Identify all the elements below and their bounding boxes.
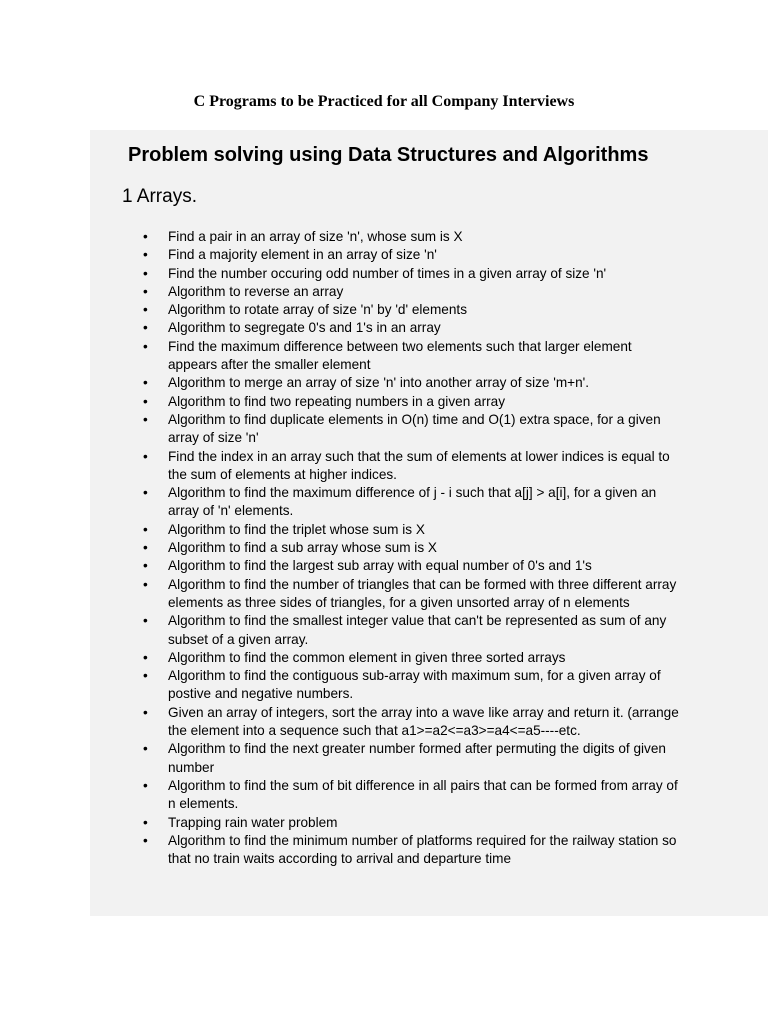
list-item: • Algorithm to rotate array of size 'n' by 'd' elements — [139, 301, 679, 319]
list-item: • Find the index in an array such that the sum of elements at lower indices is equal to the sum of elements at higher indices. — [139, 448, 679, 485]
list-item: • Find a majority element in an array of size 'n' — [139, 246, 679, 264]
list-item: • Find the maximum difference between two elements such that larger element appears after the smaller element — [139, 338, 679, 375]
list-item: • Algorithm to find the number of triangles that can be formed with three different array elements as three sides of triangles, for a given unsorted array of n elements — [139, 576, 679, 613]
list-item: • Algorithm to find the contiguous sub-array with maximum sum, for a given array of postive and negative numbers. — [139, 667, 679, 704]
list-item: • Algorithm to segregate 0's and 1's in an array — [139, 319, 679, 337]
list-item: • Algorithm to find the minimum number of platforms required for the railway station so that no train waits according to arrival and departure time — [139, 832, 679, 869]
list-item: • Algorithm to find two repeating numbers in a given array — [139, 393, 679, 411]
list-item: • Given an array of integers, sort the array into a wave like array and return it. (arrange the element into a sequence such that a1>=a2<=a3>=a4<=a5----etc. — [139, 704, 679, 741]
list-item: • Algorithm to find the largest sub array with equal number of 0's and 1's — [139, 557, 679, 575]
list-item: • Algorithm to find the triplet whose sum is X — [139, 521, 679, 539]
list-item: • Algorithm to find the maximum difference of j - i such that a[j] > a[i], for a given an array of 'n' elements. — [139, 484, 679, 521]
list-item: • Trapping rain water problem — [139, 814, 679, 832]
problem-list — [139, 228, 679, 868]
list-item: • Algorithm to find a sub array whose sum is X — [139, 539, 679, 557]
list-item: • Algorithm to find duplicate elements in O(n) time and O(1) extra space, for a given array of size 'n' — [139, 411, 679, 448]
list-item: • Algorithm to find the smallest integer value that can't be represented as sum of any subset of a given array. — [139, 612, 679, 649]
list-item: • Find the number occuring odd number of times in a given array of size 'n' — [139, 265, 679, 283]
section-heading: Problem solving using Data Structures and Algorithms — [128, 144, 649, 166]
list-item: • Algorithm to find the common element in given three sorted arrays — [139, 649, 679, 667]
list-item: • Algorithm to merge an array of size 'n' into another array of size 'm+n'. — [139, 374, 679, 392]
list-item: • Algorithm to find the sum of bit difference in all pairs that can be formed from array of n elements. — [139, 777, 679, 814]
document-title: C Programs to be Practiced for all Company Interviews — [193, 93, 575, 110]
list-item: • Algorithm to find the next greater number formed after permuting the digits of given number — [139, 740, 679, 777]
list-item: • Find a pair in an array of size 'n', whose sum is X — [139, 228, 679, 246]
list-item: • Algorithm to reverse an array — [139, 283, 679, 301]
subsection-heading: 1 Arrays. — [122, 186, 197, 207]
